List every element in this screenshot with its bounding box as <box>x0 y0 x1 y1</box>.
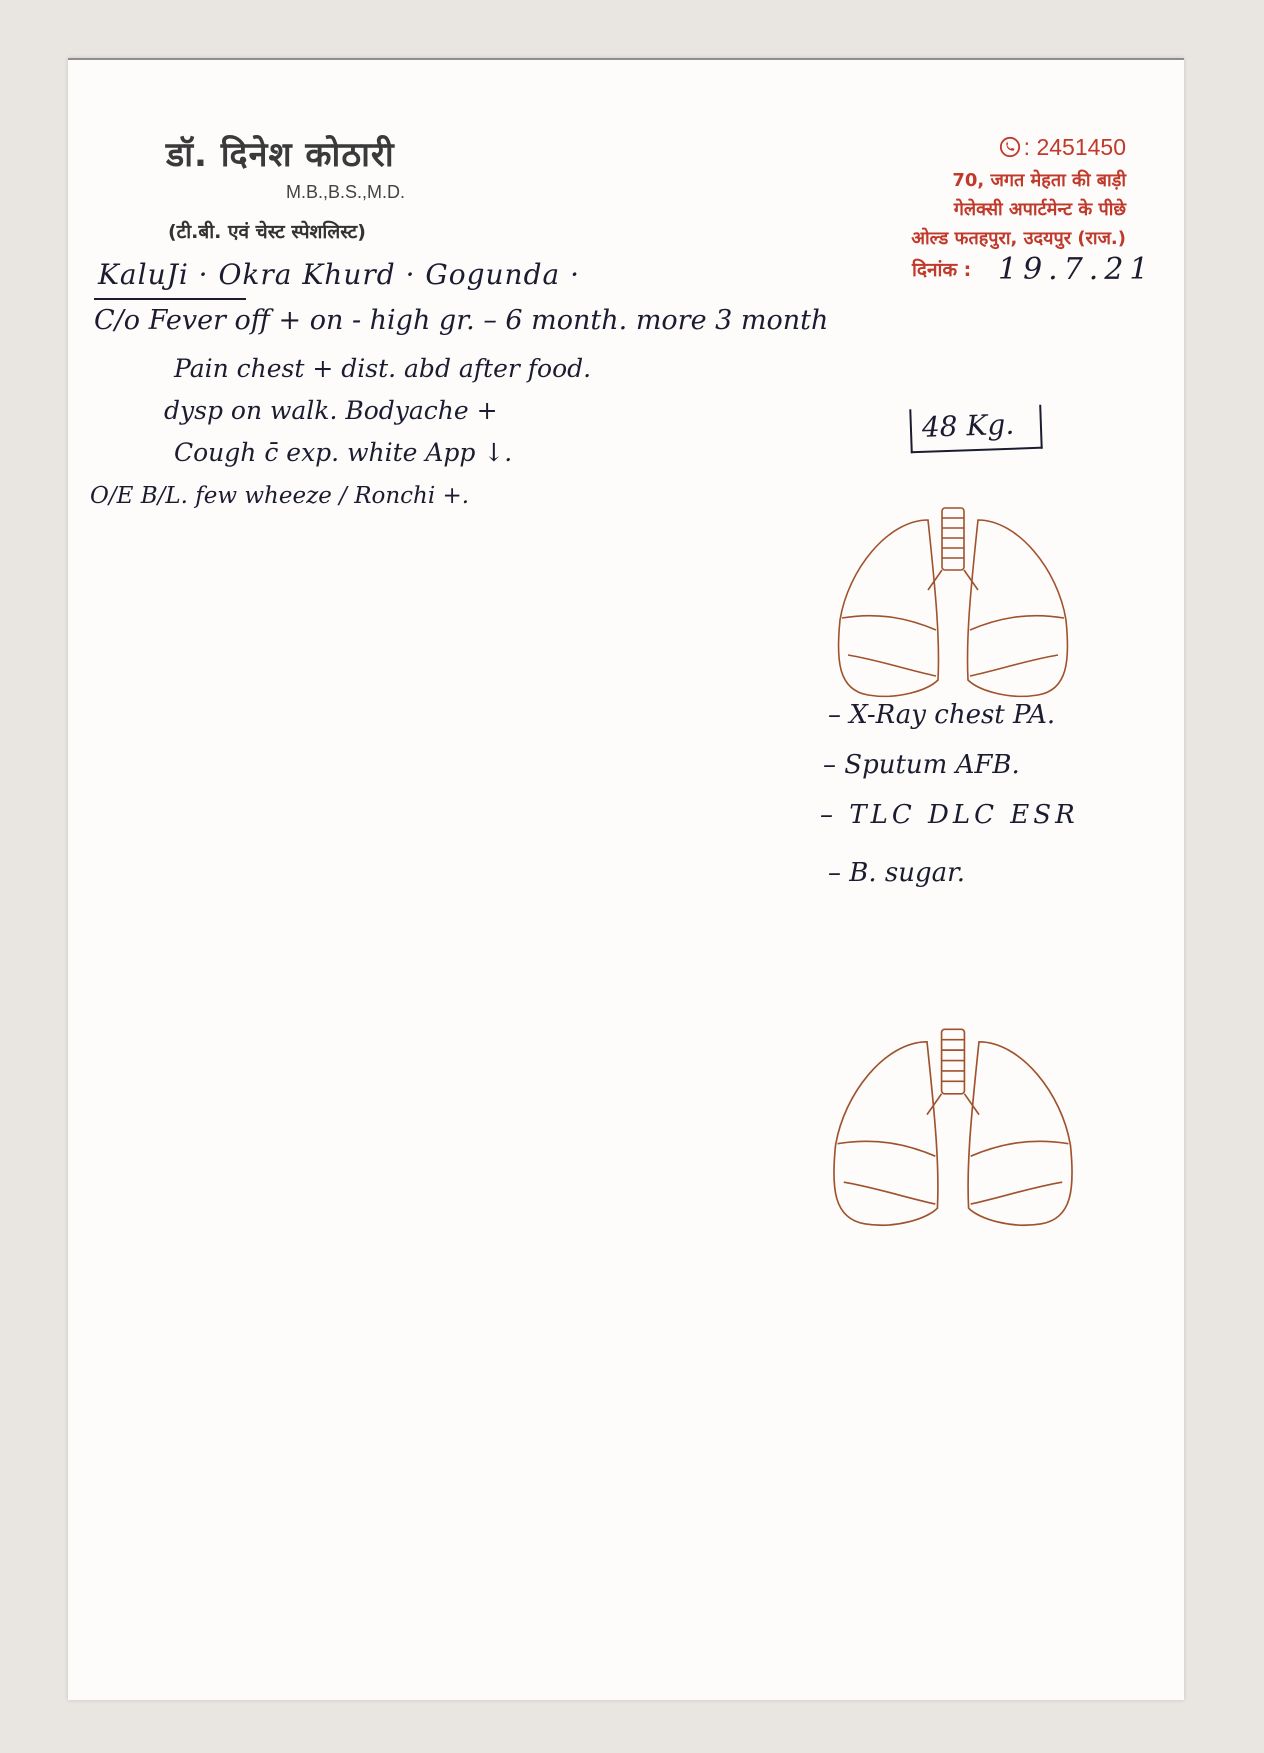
doctor-specialty: (टी.बी. एवं चेस्ट स्पेशलिस्ट) <box>168 221 366 243</box>
doctor-name: डॉ. दिनेश कोठारी <box>166 135 395 175</box>
address-line-2: गेलेक्सी अपार्टमेन्ट के पीछे <box>953 199 1126 220</box>
weight-box <box>909 405 1042 454</box>
complaint-line-2: Pain chest + dist. abd after food. <box>174 354 592 383</box>
patient-line: KaluJi · Okra Khurd · Gogunda · <box>98 258 581 291</box>
doctor-qualifications: M.B.,B.S.,M.D. <box>286 182 406 202</box>
prescription-sheet <box>68 58 1184 1700</box>
complaint-line-4: Cough c̄ exp. white App ↓. <box>174 438 513 467</box>
examination-line: O/E B/L. few wheeze / Ronchi +. <box>90 483 470 509</box>
lungs-diagram-icon <box>828 500 1078 700</box>
complaint-line-1: C/o Fever off + on - high gr. – 6 month. more 3 month <box>94 305 829 336</box>
patient-underline <box>94 298 246 300</box>
investigation-1: – X-Ray chest PA. <box>828 700 1056 730</box>
investigation-2: – Sputum AFB. <box>823 750 1020 780</box>
weight-value: 48 Kg. <box>921 407 1015 444</box>
address-line-1: 70, जगत मेहता की बाड़ी <box>952 170 1126 191</box>
date-label: दिनांक : <box>912 259 972 281</box>
phone-icon <box>999 136 1021 158</box>
phone-number <box>999 134 1126 161</box>
date-value: 19.7.21 <box>998 252 1155 287</box>
investigation-3: – TLC DLC ESR <box>820 800 1079 830</box>
phone-number-text: : 2451450 <box>1023 134 1126 160</box>
investigation-4: – B. sugar. <box>828 858 965 888</box>
address-line-3: ओल्ड फतहपुरा, उदयपुर (राज.) <box>911 228 1126 249</box>
lungs-diagram-icon <box>823 1020 1083 1230</box>
complaint-line-3: dysp on walk. Bodyache + <box>164 396 498 425</box>
